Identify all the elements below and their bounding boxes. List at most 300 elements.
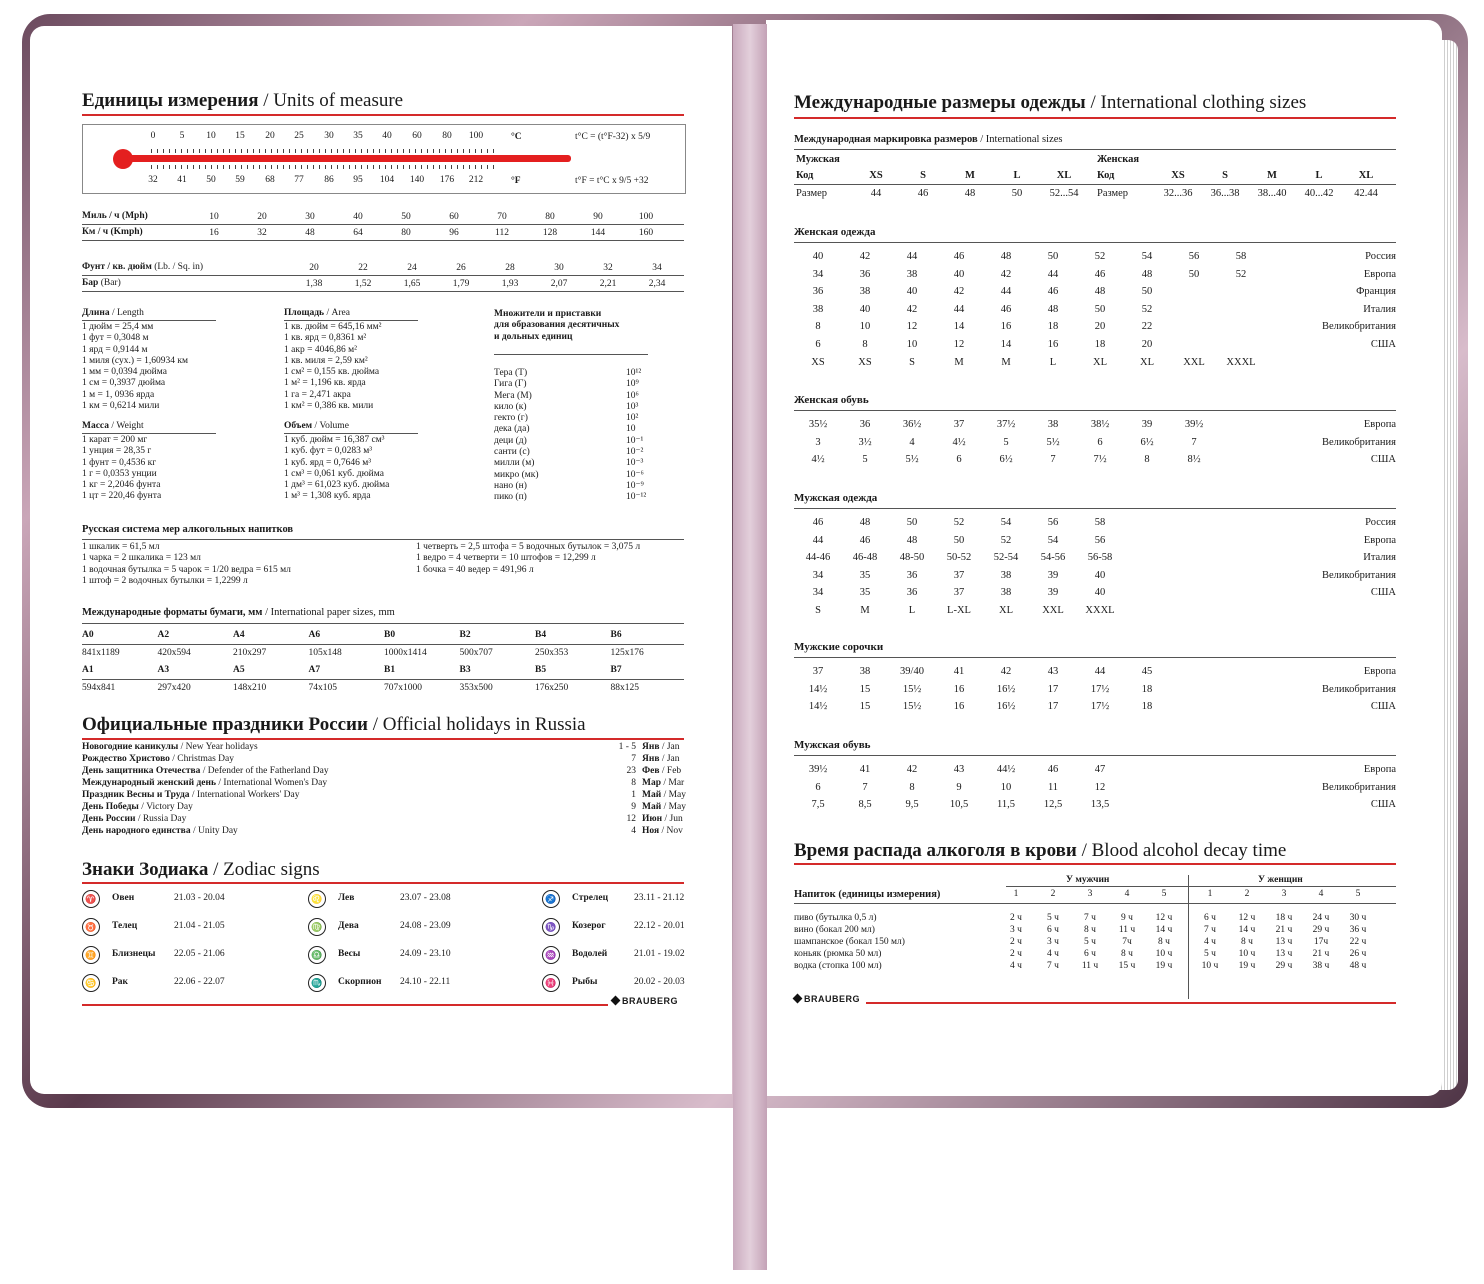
alcohol-col-men: 2 (1050, 889, 1056, 899)
paper-format-size: 841x1189 (82, 648, 120, 658)
intl-men-size: 44 (870, 188, 882, 199)
mass-title-en: / Weight (111, 421, 144, 431)
men-shirts-cell: 38 (859, 666, 871, 677)
women-shoes-cell: 7 (1191, 436, 1197, 448)
women-clothing-cell: XS (858, 356, 872, 368)
prefix-name: Тера (Т) (494, 368, 528, 378)
thermometer-box (82, 124, 686, 194)
women-clothing-cell: 16 (1047, 339, 1059, 350)
alcohol-measure-line: 1 бочка = 40 ведер = 491,96 л (416, 564, 534, 575)
prefix-value: 10² (626, 413, 639, 424)
men-clothing-cell: 52 (1000, 534, 1012, 546)
alcohol-women-value: 38 ч (1312, 961, 1330, 971)
zodiac-dates: 21.01 - 19.02 (634, 949, 685, 959)
holiday-day: 1 (631, 790, 636, 800)
holiday-month (642, 742, 680, 752)
holiday-name-en: / International Women's Day (216, 778, 328, 788)
alcohol-men-value: 3 ч (1010, 925, 1022, 935)
men-shirts-cell: 42 (1000, 666, 1012, 677)
intl-men-code: XL (1056, 170, 1072, 181)
mph-value: 80 (545, 212, 555, 222)
men-clothing-cell: 58 (1094, 517, 1106, 528)
paper-format-name: A4 (233, 630, 245, 640)
fahrenheit-tick-label: 50 (206, 175, 216, 185)
men-shoes-cell: 47 (1094, 764, 1106, 775)
paper-format-name: A5 (233, 665, 245, 675)
women-clothing-cell: 50 (1141, 286, 1153, 298)
holiday-name: Рождество Христово (82, 754, 170, 764)
women-clothing-cell: 52 (1141, 303, 1153, 315)
prefix-name: санти (с) (494, 447, 530, 458)
holiday-month-en: / Feb (659, 766, 682, 776)
mph-value: 40 (353, 212, 363, 222)
paper-format-size: 353x500 (459, 683, 493, 693)
kmh-value: 144 (590, 228, 606, 238)
men-shoes-cell: 44½ (996, 764, 1016, 775)
area-line: 1 кв. миля = 2,59 км² (284, 355, 368, 366)
alcohol-measure-line: 1 четверть = 2,5 штофа = 5 водочных бутылок = 3,075 л (416, 542, 641, 552)
men-shirts-region: США (1370, 701, 1396, 713)
zodiac-name: Рак (112, 977, 129, 987)
zodiac-name: Скорпион (338, 977, 382, 987)
men-clothing-cell: 56 (1047, 517, 1059, 528)
intl-men-code: S (920, 170, 926, 181)
women-shoes-cell: 5 (862, 454, 868, 466)
prefix-value: 10⁻¹² (626, 492, 647, 503)
celsius-tick-label: 25 (294, 131, 304, 141)
fahrenheit-tick-label: 176 (439, 175, 455, 185)
fahrenheit-tick-label: 86 (324, 175, 334, 185)
women-clothing-cell: 34 (812, 268, 824, 280)
kmh-values (190, 228, 686, 240)
alcohol-women-value: 29 ч (1312, 925, 1330, 935)
volume-title-ru: Объем (284, 421, 313, 431)
men-clothing-cell: 46-48 (852, 552, 878, 564)
alcohol-decay-title (794, 840, 1286, 862)
zodiac-name: Стрелец (572, 893, 609, 903)
men-clothing-cell: 38 (1000, 587, 1012, 599)
women-shoes-cell: 4½ (811, 454, 825, 466)
zodiac-dates: 22.06 - 22.07 (174, 977, 225, 987)
length-rule (82, 320, 216, 321)
bar-value: 1,52 (354, 279, 372, 289)
fahrenheit-tick-label: 32 (148, 175, 158, 185)
length-line: 1 миля (сух.) = 1,60934 км (82, 355, 188, 366)
alcohol-measures-rule (82, 539, 684, 540)
intl-men-code: M (965, 170, 975, 181)
scorpio-icon: ♏ (308, 974, 326, 992)
men-clothing-cell: 34 (812, 587, 824, 599)
prefix-value: 10⁻² (626, 447, 644, 458)
volume-line: 1 куб. дюйм = 16,387 см³ (284, 435, 385, 445)
women-clothing-cell: 44 (1047, 268, 1059, 280)
alcohol-women-value: 10 ч (1238, 949, 1256, 959)
kmh-value: 160 (638, 228, 654, 238)
men-shoes-cell: 13,5 (1090, 799, 1110, 811)
bookmark-ribbon[interactable] (733, 24, 767, 1270)
women-shoes-rule (794, 410, 1396, 411)
holiday-month-ru: Май (642, 802, 662, 812)
paper-title-en: / International paper sizes, mm (265, 607, 395, 618)
kmh-value: 48 (305, 228, 315, 238)
prefix-value: 10¹² (626, 368, 642, 378)
men-clothing-cell: 36 (906, 569, 918, 581)
zodiac-grid (82, 888, 684, 998)
mass-title (82, 421, 144, 431)
sagittarius-icon: ♐ (542, 890, 560, 908)
women-shoes-cell: 37 (953, 419, 965, 430)
men-clothing-cell: 37 (953, 587, 965, 599)
mass-line: 1 цт = 220,46 фунта (82, 491, 162, 502)
holiday-name-en: / Unity Day (190, 826, 238, 836)
holiday-name-en: / Russia Day (135, 814, 187, 824)
men-clothing-cell: S (815, 605, 821, 616)
men-shoes-cell: 8,5 (858, 799, 872, 811)
intl-women-code: XL (1358, 170, 1374, 181)
paper-rule-3 (82, 679, 684, 680)
men-clothing-cell: 34 (812, 569, 824, 581)
alcohol-men-value: 9 ч (1121, 913, 1133, 923)
women-clothing-cell: 54 (1141, 251, 1153, 262)
women-clothing-cell: 8 (815, 321, 821, 333)
women-shoes-cell: 7½ (1093, 454, 1107, 466)
men-shirts-cell: 17½ (1090, 683, 1110, 695)
area-title-ru: Площадь (284, 308, 325, 318)
fahrenheit-tick-label: 95 (353, 175, 363, 185)
alcohol-men-value: 15 ч (1118, 961, 1136, 971)
prefixes-title-line: для образования десятичных (494, 320, 620, 331)
zodiac-dates: 24.10 - 22.11 (400, 977, 451, 987)
psi-value: 34 (652, 263, 662, 273)
alcohol-measure-line: 1 водочная бутылка = 5 чарок = 1/20 ведра = 615 мл (82, 564, 291, 575)
alcohol-women-value: 19 ч (1238, 961, 1256, 971)
capricorn-icon: ♑ (542, 918, 560, 936)
women-clothing-cell: 6 (815, 339, 821, 350)
men-shoes-cell: 10,5 (949, 799, 969, 811)
men-shirts-region: Великобритания (1322, 683, 1396, 695)
women-clothing-cell: 40 (953, 268, 965, 280)
intl-men-label: Мужская (796, 154, 840, 165)
women-clothing-cell: 46 (953, 251, 965, 262)
area-line: 1 кв. ярд = 0,8361 м² (284, 333, 367, 344)
gemini-icon: ♊ (82, 946, 100, 964)
holidays-title-en: / Official holidays in Russia (372, 714, 586, 735)
prefix-name: деци (д) (494, 435, 527, 446)
men-shirts-region: Европа (1363, 666, 1396, 677)
length-title-ru: Длина (82, 308, 110, 318)
alcohol-men-value: 6 ч (1084, 949, 1096, 959)
alcohol-women-value: 36 ч (1349, 925, 1367, 935)
women-clothing-cell: 56 (1188, 251, 1200, 262)
prefix-name: гекто (г) (494, 413, 528, 424)
psi-value: 26 (456, 263, 466, 273)
men-clothing-cell: 50-52 (946, 552, 972, 564)
holiday-month-ru: Июн (642, 814, 663, 824)
bar-value: 1,65 (403, 279, 421, 289)
men-shirts-cell: 18 (1141, 683, 1153, 695)
women-shoes-cell: 5 (1003, 436, 1009, 448)
men-shoes-cell: 41 (859, 764, 871, 775)
women-shoes-cell: 4½ (952, 436, 966, 448)
alcohol-col-women: 2 (1244, 889, 1250, 899)
women-clothing-cell: 50 (1094, 303, 1106, 315)
kmh-value: 112 (495, 228, 509, 238)
clothing-title-ru: Международные размеры одежды (794, 92, 1086, 113)
left-brand-text: BRAUBERG (622, 996, 679, 1006)
men-clothing-cell: XXXL (1085, 605, 1115, 616)
alcohol-men-value: 10 ч (1155, 949, 1173, 959)
women-clothing-cell: XL (1093, 356, 1107, 368)
alcohol-men-value: 5 ч (1047, 913, 1059, 923)
holiday-name: День Победы (82, 802, 139, 812)
leo-icon: ♌ (308, 890, 326, 908)
women-clothing-cell: 10 (906, 339, 918, 350)
alcohol-drink: водка (стопка 100 мл) (794, 961, 882, 971)
alcohol-women-value: 13 ч (1275, 937, 1293, 947)
men-clothing-title: Мужская одежда (794, 492, 878, 504)
alcohol-col-men: 1 (1013, 889, 1019, 899)
women-clothing-cell: 52 (1235, 268, 1247, 280)
women-clothing-cell: 44 (953, 303, 965, 315)
paper-format-name: B2 (459, 630, 471, 640)
men-clothing-cell: 38 (1000, 569, 1012, 581)
holiday-name-en: / International Workers' Day (189, 790, 300, 800)
women-shoes-cell: 6 (1097, 436, 1103, 448)
mph-value: 90 (593, 212, 603, 222)
prefix-value: 10⁻⁶ (626, 469, 644, 480)
intl-women-size: 38...40 (1257, 188, 1287, 199)
men-shoes-cell: 6 (815, 781, 821, 793)
holiday-month-ru: Янв (642, 742, 660, 752)
men-clothing-cell: 52-54 (993, 552, 1019, 564)
men-shirts-cell: 16½ (996, 701, 1016, 713)
paper-row1-names (82, 630, 684, 642)
alcohol-men-value: 2 ч (1010, 937, 1022, 947)
zodiac-name: Близнецы (112, 949, 156, 959)
holidays-list (82, 742, 687, 842)
men-shirts-cell: 43 (1047, 666, 1059, 677)
celsius-tick-label: 35 (353, 131, 363, 141)
speed-rule-bottom (82, 240, 684, 241)
intl-men-size: 48 (964, 188, 976, 199)
holiday-name-en: / Defender of the Fatherland Day (200, 766, 329, 776)
men-clothing-cell: 35 (859, 587, 871, 599)
alcohol-decay-table (794, 889, 1396, 999)
women-clothing-cell: XS (811, 356, 825, 368)
zodiac-name: Дева (338, 921, 359, 931)
alcohol-men-value: 11 ч (1118, 925, 1136, 935)
women-clothing-cell: 46 (1094, 268, 1106, 280)
mass-line: 1 г = 0,0353 унции (82, 468, 157, 479)
holiday-row (82, 742, 258, 752)
pressure-rule-bottom (82, 291, 684, 292)
holiday-month (642, 814, 683, 824)
alcohol-men-value: 11 ч (1081, 961, 1099, 971)
alcohol-drink: пиво (бутылка 0,5 л) (794, 913, 877, 923)
length-title-en: / Length (111, 308, 144, 318)
women-clothing-cell: 44 (906, 251, 918, 262)
women-clothing-cell: 18 (1094, 339, 1106, 350)
bar-value: 1,93 (501, 279, 519, 289)
alcohol-men-value: 2 ч (1010, 949, 1022, 959)
holidays-title-ru: Официальные праздники России (82, 714, 368, 735)
bar-value: 1,79 (452, 279, 470, 289)
psi-value: 32 (603, 263, 613, 273)
women-shoes-cell: 36½ (902, 419, 922, 430)
prefix-value: 10⁶ (626, 390, 639, 401)
paper-format-name: A2 (157, 630, 170, 640)
alcohol-col-women: 3 (1281, 889, 1287, 899)
men-clothing-region: Россия (1365, 517, 1396, 528)
area-rule (284, 320, 418, 321)
volume-line: 1 куб. фут = 0,0283 м³ (284, 446, 373, 457)
holiday-day: 8 (631, 778, 636, 788)
men-clothing-cell: 56 (1094, 534, 1106, 546)
women-clothing-cell: 40 (859, 303, 871, 315)
holiday-day: 4 (631, 826, 636, 836)
area-line: 1 м² = 1,196 кв. ярда (284, 378, 366, 389)
zodiac-name: Водолей (572, 949, 608, 959)
alcohol-men-value: 8 ч (1121, 949, 1133, 959)
men-shirts-cell: 15 (859, 701, 871, 713)
length-title (82, 308, 144, 318)
paper-row1-sizes (82, 648, 684, 660)
area-list (284, 322, 381, 412)
alcohol-women-value: 29 ч (1275, 961, 1293, 971)
area-line: 1 км² = 0,386 кв. мили (284, 401, 374, 412)
paper-format-name: B6 (610, 630, 622, 640)
men-shirts-rule (794, 657, 1396, 658)
prefix-name: милли (м) (494, 458, 535, 469)
women-shoes-cell: 6½ (999, 454, 1013, 466)
mph-label: Миль / ч (Mph) (82, 211, 148, 221)
women-clothing-cell: 38 (906, 268, 918, 280)
women-clothing-cell: 48 (1000, 251, 1012, 262)
men-clothing-cell: 48 (906, 534, 918, 546)
holiday-month-en: / Nov (659, 826, 683, 836)
men-clothing-cell: 48 (859, 517, 871, 528)
women-clothing-region: США (1370, 339, 1396, 350)
women-clothing-region: Великобритания (1322, 321, 1396, 333)
holiday-month-ru: Ноя (642, 826, 660, 836)
men-clothing-cell: 50 (906, 517, 918, 528)
alcohol-men-value: 2 ч (1010, 913, 1022, 923)
paper-rule (82, 623, 684, 624)
length-line: 1 см = 0,3937 дюйма (82, 378, 166, 389)
men-shoes-region: Великобритания (1322, 781, 1396, 793)
intl-men-code: L (1013, 170, 1021, 181)
prefixes-title-line: и дольных единиц (494, 331, 573, 342)
men-clothing-cell: 50 (953, 534, 965, 546)
holiday-month (642, 826, 683, 836)
bar-label-ru: Бар (82, 278, 99, 288)
alcohol-measure-line: 1 шкалик = 61,5 мл (82, 542, 160, 552)
alcohol-col-women: 5 (1355, 889, 1361, 899)
men-shirts-cell: 17 (1047, 683, 1059, 695)
mass-title-ru: Масса (82, 421, 110, 431)
alcohol-women-value: 17ч (1313, 937, 1329, 947)
paper-format-size: 210x297 (233, 648, 267, 658)
holiday-name-en: / Victory Day (138, 802, 193, 812)
alcohol-women-value: 18 ч (1275, 913, 1293, 923)
men-clothing-cell: 52 (953, 517, 965, 528)
kmh-value: 96 (449, 228, 459, 238)
women-clothing-cell: M (1001, 356, 1011, 368)
fahrenheit-tick-label: 68 (265, 175, 275, 185)
women-clothing-cell: 14 (1000, 339, 1012, 350)
men-clothing-cell: 40 (1094, 569, 1106, 581)
virgo-icon: ♍ (308, 918, 326, 936)
libra-icon: ♎ (308, 946, 326, 964)
celsius-tick-label: 10 (206, 131, 216, 141)
pressure-rule (82, 275, 684, 276)
women-clothing-cell: 20 (1094, 321, 1106, 333)
men-shirts-cell: 37 (812, 666, 824, 677)
zodiac-dates: 22.05 - 21.06 (174, 949, 225, 959)
volume-line: 1 куб. ярд = 0,7646 м³ (284, 457, 372, 468)
mass-line: 1 унция = 28,35 г (82, 446, 152, 457)
paper-format-name: B7 (610, 665, 622, 675)
men-shoes-cell: 7 (862, 781, 868, 793)
women-clothing-cell: 36 (812, 286, 824, 298)
paper-format-name: A6 (308, 630, 321, 640)
men-clothing-cell: L-XL (947, 605, 971, 616)
alcohol-men-value: 12 ч (1155, 913, 1173, 923)
holiday-day: 9 (631, 802, 636, 812)
women-clothing-cell: 58 (1235, 251, 1247, 262)
intl-men-size-label: Размер (796, 188, 828, 199)
men-shoes-cell: 42 (906, 764, 918, 775)
men-clothing-cell: 36 (906, 587, 918, 599)
alcohol-women-label: У женщин (1258, 875, 1303, 885)
men-shirts-cell: 41 (953, 666, 965, 677)
holiday-month-ru: Фев (642, 766, 660, 776)
mass-line: 1 кг = 2,2046 фунта (82, 480, 161, 491)
mass-line: 1 карат = 200 мг (82, 435, 148, 445)
paper-format-name: B5 (535, 665, 547, 675)
women-clothing-cell: M (954, 356, 964, 368)
speed-rule (82, 224, 684, 225)
psi-values (290, 263, 686, 275)
alcohol-col-men: 4 (1124, 889, 1130, 899)
men-shirts-cell: 17 (1047, 701, 1059, 713)
kmh-value: 64 (353, 228, 363, 238)
alcohol-col-women: 4 (1318, 889, 1324, 899)
holiday-day: 7 (631, 754, 636, 764)
fahrenheit-tick-label: 77 (294, 175, 304, 185)
women-clothing-cell: 48 (1141, 268, 1153, 280)
alcohol-drink-header: Напиток (единицы измерения) (794, 889, 941, 900)
length-line: 1 фут = 0,3048 м (82, 333, 149, 344)
men-clothing-cell: 37 (953, 569, 965, 581)
alcohol-col-women: 1 (1207, 889, 1213, 899)
men-shoes-cell: 10 (1000, 781, 1012, 793)
volume-list (284, 435, 389, 503)
men-shoes-cell: 43 (953, 764, 965, 775)
women-clothing-cell: 12 (953, 339, 965, 350)
alcohol-women-value: 6 ч (1204, 913, 1216, 923)
psi-value: 22 (358, 263, 368, 273)
prefix-names (494, 368, 539, 504)
paper-title (82, 607, 395, 618)
men-clothing-cell: 46 (859, 534, 871, 546)
women-clothing-cell: 42 (953, 286, 965, 298)
women-shoes-cell: 3 (815, 436, 821, 448)
men-shirts-cell: 16½ (996, 683, 1016, 695)
volume-rule (284, 433, 418, 434)
fahrenheit-tick-label: 41 (177, 175, 187, 185)
holiday-month (642, 790, 686, 800)
